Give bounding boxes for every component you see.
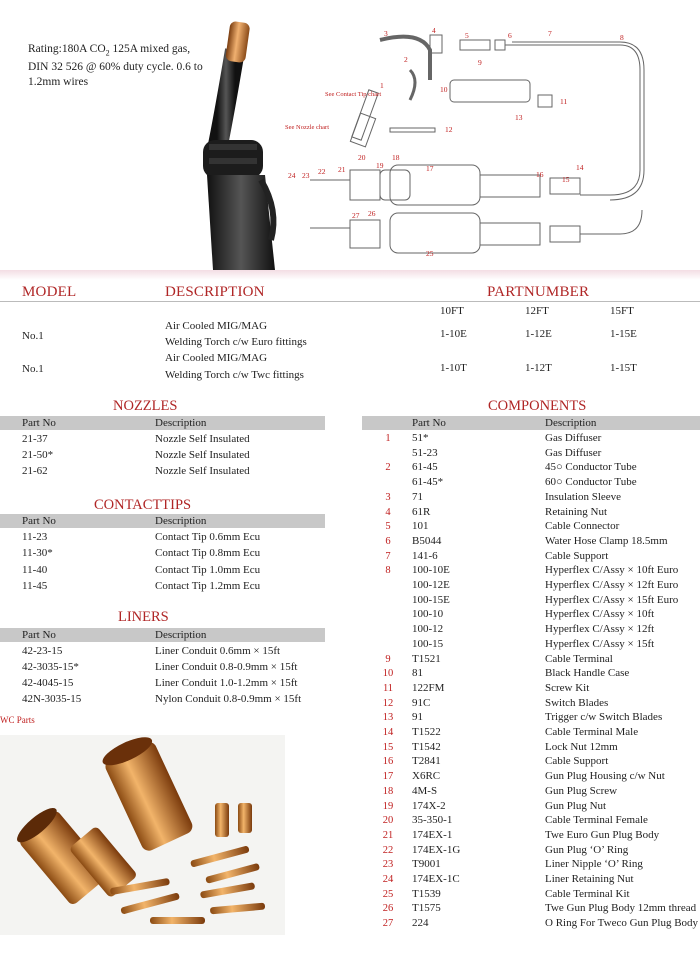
component-part: 71: [412, 490, 423, 503]
component-desc: Gas Diffuser: [545, 446, 602, 459]
svg-text:22: 22: [318, 167, 326, 176]
length-15ft: 15FT: [610, 305, 634, 317]
liner-part: 42-4045-15: [22, 677, 74, 689]
description-header: DESCRIPTION: [165, 284, 265, 300]
callout-number: 26: [382, 903, 394, 915]
contact-tips-title: CONTACTTIPS: [94, 497, 192, 513]
svg-text:12: 12: [445, 125, 453, 134]
callout-number: 10: [382, 668, 394, 680]
liner-desc: Liner Conduit 0.8-0.9mm × 15ft: [155, 661, 298, 673]
callout-number: 1: [385, 433, 391, 444]
nozzle-desc: Nozzle Self Insulated: [155, 433, 250, 445]
svg-text:3: 3: [384, 29, 388, 38]
svg-text:16: 16: [536, 170, 544, 179]
component-part: T9001: [412, 858, 441, 871]
component-desc: Trigger c/w Switch Blades: [545, 711, 663, 724]
tip-part: 11-45: [22, 580, 48, 592]
component-desc: O Ring For Tweco Gun Plug Body: [545, 917, 699, 930]
callout-number: 23: [382, 859, 394, 871]
callout-number: 14: [382, 727, 394, 738]
callout-number: 15: [382, 741, 394, 753]
decorative-band: [0, 270, 700, 280]
length-10ft: 10FT: [440, 305, 464, 317]
svg-text:2: 2: [404, 55, 408, 64]
component-desc: 60○ Conductor Tube: [545, 476, 637, 489]
liner-part: 42-23-15: [22, 645, 63, 657]
component-part: 141-6: [412, 549, 438, 562]
liner-desc: Liner Conduit 0.6mm × 15ft: [155, 645, 281, 657]
rating-text: Rating:180A $CO_2$ 125A mixed gas, DIN 32 526 @ 60% duty cycle. 0.6 to 1.2mm wires: [28, 43, 203, 89]
component-desc: Hyperflex C/Assy × 10ft Euro: [545, 564, 679, 577]
svg-text:5: 5: [465, 31, 469, 40]
component-desc: Cable Connector: [545, 520, 620, 533]
svg-text:20: 20: [358, 153, 366, 162]
component-desc: Water Hose Clamp 18.5mm: [545, 534, 668, 547]
callout-number: 8: [385, 565, 391, 577]
svg-text:4: 4: [432, 26, 436, 35]
callout-number: 21: [382, 829, 394, 841]
component-desc: Cable Terminal Male: [545, 726, 639, 738]
component-part: T1575: [412, 902, 441, 915]
component-part: 51-23: [412, 446, 438, 459]
svg-text:14: 14: [576, 163, 584, 172]
component-part: 100-15E: [412, 593, 450, 606]
component-desc: 45○ Conductor Tube: [545, 461, 637, 474]
nozzle-desc: Nozzle Self Insulated: [155, 465, 250, 477]
exploded-parts-diagram: [280, 20, 690, 270]
callout-number: 22: [382, 844, 394, 856]
svg-text:19: 19: [376, 161, 384, 170]
callout-number: 24: [382, 874, 394, 885]
partnumber-header: PARTNUMBER: [487, 284, 590, 300]
component-desc: Hyperflex C/Assy × 15ft Euro: [545, 593, 679, 606]
component-part: 100-10: [412, 608, 444, 621]
copper-parts-photo: [0, 735, 285, 935]
svg-text:8: 8: [620, 33, 624, 42]
callout-number: 13: [382, 712, 394, 724]
component-desc: Cable Terminal: [545, 652, 613, 665]
callout-number: 9: [385, 653, 391, 665]
col-part-no: Part No: [22, 417, 56, 429]
callout-number: 12: [382, 697, 394, 709]
svg-text:1: 1: [380, 81, 384, 90]
svg-text:27: 27: [352, 211, 360, 220]
model-value: No.1: [22, 363, 44, 375]
component-desc: Liner Nipple ‘O’ Ring: [545, 858, 643, 871]
callout-number: 11: [382, 682, 394, 694]
component-part: T1542: [412, 740, 441, 753]
description-line: Air Cooled MIG/MAG: [165, 320, 268, 332]
tip-part: 11-30*: [22, 547, 53, 559]
callout-number: 5: [385, 521, 391, 533]
svg-text:17: 17: [426, 164, 434, 173]
component-desc: Twe Euro Gun Plug Body: [545, 828, 660, 841]
component-desc: Gun Plug Nut: [545, 799, 607, 812]
svg-text:9: 9: [478, 58, 482, 67]
see-contact-note: See Contact Tip chart: [325, 91, 382, 98]
tip-desc: Contact Tip 1.0mm Ecu: [155, 564, 261, 576]
diagram-callouts: [288, 26, 624, 258]
component-part: 35-350-1: [412, 814, 453, 827]
svg-text:10: 10: [440, 85, 448, 94]
header-divider: [0, 301, 700, 302]
component-desc: Gas Diffuser: [545, 432, 602, 444]
component-part: T1521: [412, 652, 441, 665]
component-part: 100-12: [412, 623, 444, 636]
components-title: COMPONENTS: [488, 398, 587, 414]
part-number: 1-12E: [525, 328, 552, 340]
callout-number: 27: [382, 918, 394, 930]
part-number: 1-15T: [610, 362, 637, 374]
component-desc: Insulation Sleeve: [545, 490, 622, 503]
svg-text:21: 21: [338, 165, 346, 174]
component-desc: Cable Terminal Kit: [545, 887, 630, 900]
callout-number: 18: [382, 785, 394, 797]
component-desc: Black Handle Case: [545, 667, 630, 680]
component-part: X6RC: [412, 770, 441, 783]
callout-number: 3: [385, 491, 391, 503]
component-part: 91C: [412, 696, 431, 709]
svg-text:7: 7: [548, 29, 552, 38]
component-part: 61R: [412, 505, 431, 518]
component-part: 61-45*: [412, 476, 444, 489]
component-part: 100-10E: [412, 564, 450, 577]
component-part: 174EX-1: [412, 828, 453, 841]
description-line: Welding Torch c/w Euro fittings: [165, 336, 307, 348]
callout-number: 4: [385, 506, 391, 518]
col-description: Description: [155, 515, 207, 527]
svg-text:11: 11: [560, 97, 568, 106]
col-description: Description: [155, 417, 207, 429]
component-part: T2841: [412, 755, 441, 768]
liner-part: 42N-3035-15: [22, 693, 82, 705]
part-number: 1-10T: [440, 362, 467, 374]
nozzle-desc: Nozzle Self Insulated: [155, 449, 250, 461]
model-header: MODEL: [22, 284, 77, 300]
callout-number: 20: [382, 815, 394, 827]
tip-desc: Contact Tip 0.6mm Ecu: [155, 531, 261, 543]
component-part: 61-45: [412, 461, 438, 474]
component-desc: Lock Nut 12mm: [545, 740, 618, 753]
svg-text:25: 25: [426, 249, 434, 258]
nozzle-part: 21-62: [22, 465, 48, 477]
component-part: 174X-2: [412, 799, 446, 812]
component-part: T1522: [412, 726, 441, 738]
tip-part: 11-40: [22, 564, 48, 576]
callout-number: 16: [382, 756, 394, 768]
description-line: Air Cooled MIG/MAG: [165, 352, 268, 364]
tip-desc: Contact Tip 1.2mm Ecu: [155, 580, 261, 592]
component-part: 100-15: [412, 637, 444, 650]
component-desc: Hyperflex C/Assy × 12ft: [545, 623, 655, 636]
component-desc: Liner Retaining Nut: [545, 873, 634, 885]
callout-number: 17: [382, 771, 394, 783]
component-desc: Screw Kit: [545, 681, 590, 694]
length-12ft: 12FT: [525, 305, 549, 317]
callout-number: 25: [382, 888, 394, 900]
component-desc: Gun Plug ‘O’ Ring: [545, 843, 629, 856]
component-desc: Retaining Nut: [545, 505, 608, 518]
tip-desc: Contact Tip 0.8mm Ecu: [155, 547, 261, 559]
col-part-no: Part No: [412, 417, 446, 429]
col-part-no: Part No: [22, 629, 56, 641]
tip-part: 11-23: [22, 531, 48, 543]
component-part: 122FM: [412, 681, 445, 694]
component-desc: Twe Gun Plug Body 12mm thread: [545, 902, 697, 915]
nozzle-part: 21-50*: [22, 449, 54, 461]
component-part: 81: [412, 667, 423, 680]
component-part: B5044: [412, 534, 442, 547]
component-part: 4M-S: [412, 784, 438, 797]
svg-text:6: 6: [508, 31, 512, 40]
part-number: 1-10E: [440, 328, 467, 340]
model-value: No.1: [22, 330, 44, 342]
svg-text:26: 26: [368, 209, 376, 218]
component-part: 91: [412, 711, 423, 724]
liner-desc: Liner Conduit 1.0-1.2mm × 15ft: [155, 677, 298, 689]
see-nozzle-note: See Nozzle chart: [285, 124, 330, 131]
col-description: Description: [545, 417, 597, 429]
component-part: 174EX-1G: [412, 843, 461, 856]
component-part: 100-12E: [412, 579, 450, 591]
callout-number: 7: [385, 550, 391, 562]
nozzles-title: NOZZLES: [113, 398, 178, 414]
component-desc: Gun Plug Screw: [545, 784, 618, 797]
component-desc: Cable Terminal Female: [545, 814, 648, 827]
component-desc: Hyperflex C/Assy × 12ft Euro: [545, 579, 679, 591]
liner-part: 42-3035-15*: [22, 661, 79, 673]
description-line: Welding Torch c/w Twc fittings: [165, 369, 304, 381]
component-desc: Gun Plug Housing c/w Nut: [545, 770, 665, 783]
liners-title: LINERS: [118, 609, 169, 625]
callout-number: 2: [385, 462, 391, 474]
svg-text:23: 23: [302, 171, 310, 180]
callout-number: 6: [385, 535, 391, 547]
col-part-no: Part No: [22, 515, 56, 527]
col-description: Description: [155, 629, 207, 641]
component-desc: Switch Blades: [545, 696, 609, 709]
svg-text:18: 18: [392, 153, 400, 162]
component-part: 174EX-1C: [412, 873, 460, 885]
torch-photo: [195, 20, 290, 270]
svg-text:13: 13: [515, 113, 523, 122]
component-part: 224: [412, 917, 429, 930]
svg-text:24: 24: [288, 171, 296, 180]
component-part: 51*: [412, 432, 429, 444]
part-number: 1-12T: [525, 362, 552, 374]
component-part: T1539: [412, 887, 441, 900]
nozzle-part: 21-37: [22, 433, 48, 445]
component-part: 101: [412, 520, 429, 533]
liner-desc: Nylon Conduit 0.8-0.9mm × 15ft: [155, 693, 302, 705]
component-desc: Cable Support: [545, 549, 609, 562]
callout-number: 19: [382, 800, 394, 812]
component-desc: Cable Support: [545, 755, 609, 768]
component-desc: Hyperflex C/Assy × 10ft: [545, 608, 655, 621]
component-desc: Hyperflex C/Assy × 15ft: [545, 637, 655, 650]
svg-text:15: 15: [562, 175, 570, 184]
wc-parts-label: WC Parts: [0, 715, 35, 725]
part-number: 1-15E: [610, 328, 637, 340]
